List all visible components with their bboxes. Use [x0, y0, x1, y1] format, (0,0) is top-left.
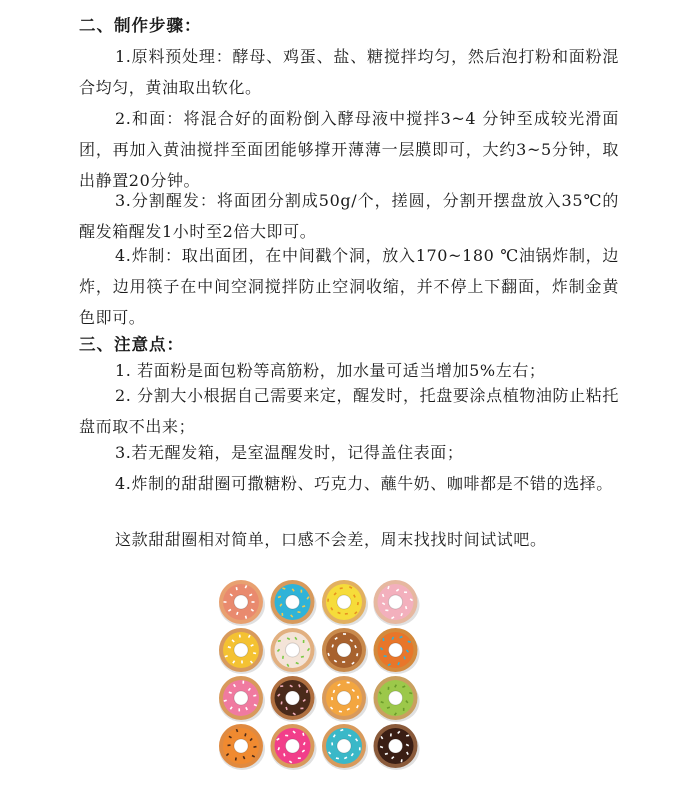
donut: [271, 676, 317, 722]
donut: [322, 580, 368, 626]
section-heading-notes: 三、注意点：: [79, 335, 184, 354]
note-4-paragraph: 4.炸制的甜甜圈可撒糖粉、巧克力、蘸牛奶、咖啡都是不错的选择。: [115, 474, 613, 493]
closing-paragraph: 这款甜甜圈相对简单，口感不会差，周末找找时间试试吧。: [115, 530, 547, 549]
note-1-paragraph: 1. 若面粉是面包粉等高筋粉，加水量可适当增加5%左右；: [115, 361, 546, 380]
donut: [219, 628, 265, 674]
donut-photo: [215, 578, 421, 770]
step-1-paragraph: 1.原料预处理：酵母、鸡蛋、盐、糖搅拌均匀，然后泡打粉和面粉混合均匀，黄油取出软化。: [79, 47, 619, 97]
donut: [219, 580, 265, 626]
donut: [374, 676, 420, 722]
donut: [374, 580, 420, 626]
donut: [322, 724, 368, 770]
section-heading-steps: 二、制作步骤：: [79, 16, 202, 35]
donut: [271, 724, 317, 770]
donut: [219, 676, 265, 722]
donut: [322, 676, 368, 722]
donut: [219, 724, 265, 770]
donut: [322, 628, 368, 674]
step-3-paragraph: 3.分割醒发：将面团分割成50g/个，搓圆，分割开摆盘放入35℃的醒发箱醒发1小时至2倍大即可。: [79, 191, 619, 241]
step-4-paragraph: 4.炸制：取出面团，在中间戳个洞，放入170~180 ℃油锅炸制，边炸，边用筷子在中间空洞搅拌防止空洞收缩，并不停上下翻面，炸制金黄色即可。: [79, 246, 619, 327]
note-3-paragraph: 3.若无醒发箱，是室温醒发时，记得盖住表面；: [115, 443, 464, 462]
donut: [271, 628, 317, 674]
donut: [374, 724, 420, 770]
donut: [374, 628, 420, 674]
note-2-paragraph: 2. 分割大小根据自己需要来定，醒发时，托盘要涂点植物油防止粘托盘而取不出来；: [79, 386, 619, 436]
donut: [271, 580, 317, 626]
step-2-paragraph: 2.和面：将混合好的面粉倒入酵母液中搅拌3~4 分钟至成较光滑面团，再加入黄油搅拌至面团能够撑开薄薄一层膜即可，大约3~5分钟，取出静置20分钟。: [79, 109, 619, 190]
